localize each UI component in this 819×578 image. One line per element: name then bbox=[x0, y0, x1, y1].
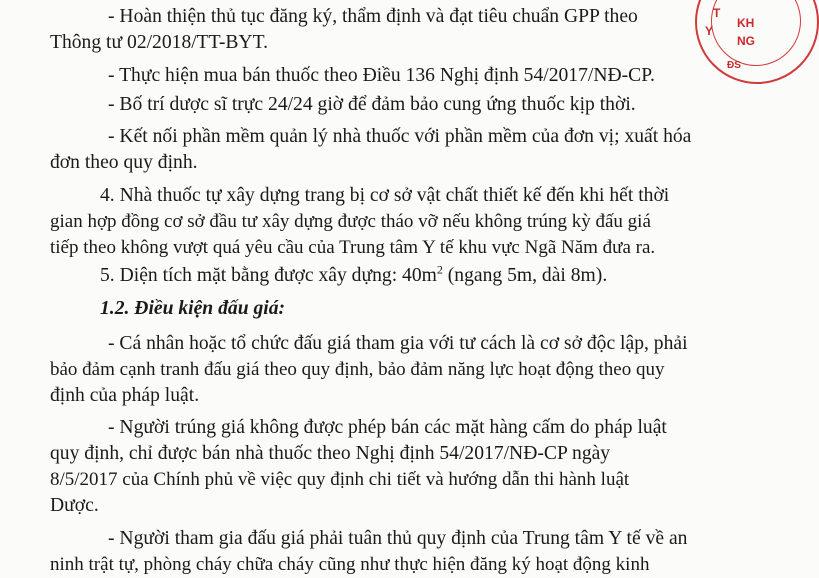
text-line: quy định, chỉ được bán nhà thuốc theo Nghị định 54/2017/NĐ-CP ngày bbox=[50, 443, 611, 464]
section-heading: 1.2. Điều kiện đấu giá: bbox=[100, 298, 286, 319]
seal-text: T bbox=[713, 6, 721, 20]
text-line: bảo đảm cạnh tranh đấu giá theo quy định, bảo đảm năng lực hoạt động theo quy bbox=[50, 359, 665, 380]
text-line: Dược. bbox=[50, 495, 99, 516]
seal-text: Y bbox=[705, 24, 714, 38]
text-line: Thông tư 02/2018/TT-BYT. bbox=[50, 32, 268, 53]
text-line: định của pháp luật. bbox=[50, 385, 200, 406]
text-line: - Cá nhân hoặc tổ chức đấu giá tham gia với tư cách là cơ sở độc lập, phải bbox=[108, 333, 688, 354]
text-line: đơn theo quy định. bbox=[50, 152, 198, 173]
text-line: - Người trúng giá không được phép bán các mặt hàng cấm do pháp luật bbox=[108, 417, 667, 438]
seal-text: ĐS bbox=[727, 60, 741, 71]
area-text: 5. Diện tích mặt bằng được xây dựng: 40m bbox=[100, 265, 437, 286]
text-line: tiếp theo không vượt quá yêu cầu của Trung tâm Y tế khu vực Ngã Năm đưa ra. bbox=[50, 237, 656, 258]
text-line: 8/5/2017 của Chính phủ về việc quy định chi tiết và hướng dẫn thi hành luật bbox=[50, 469, 630, 490]
seal-inner-ring bbox=[711, 0, 801, 66]
text-line: ninh trật tự, phòng cháy chữa cháy cũng như thực hiện đăng ký hoạt động kinh bbox=[50, 554, 650, 575]
red-seal-stamp bbox=[695, 0, 819, 84]
text-line: - Hoàn thiện thủ tục đăng ký, thẩm định và đạt tiêu chuẩn GPP theo bbox=[108, 6, 638, 27]
text-line: 4. Nhà thuốc tự xây dựng trang bị cơ sở vật chất thiết kế đến khi hết thời bbox=[100, 185, 670, 206]
text-line: gian hợp đồng cơ sở đầu tư xây dựng được tháo vỡ nếu không trúng kỳ đấu giá bbox=[50, 211, 651, 232]
text-line: - Người tham gia đấu giá phải tuân thủ quy định của Trung tâm Y tế về an bbox=[108, 528, 688, 549]
area-superscript: 2 bbox=[436, 262, 443, 277]
text-line: - Thực hiện mua bán thuốc theo Điều 136 Nghị định 54/2017/NĐ-CP. bbox=[108, 65, 655, 86]
text-line: - Bố trí dược sĩ trực 24/24 giờ để đảm bảo cung ứng thuốc kịp thời. bbox=[108, 94, 636, 115]
text-line: - Kết nối phần mềm quản lý nhà thuốc với phần mềm của đơn vị; xuất hóa bbox=[108, 126, 692, 147]
area-line bbox=[100, 263, 607, 289]
area-dimensions: (ngang 5m, dài 8m). bbox=[442, 265, 608, 286]
seal-text: NG bbox=[737, 34, 755, 48]
seal-text: KH bbox=[737, 16, 755, 30]
